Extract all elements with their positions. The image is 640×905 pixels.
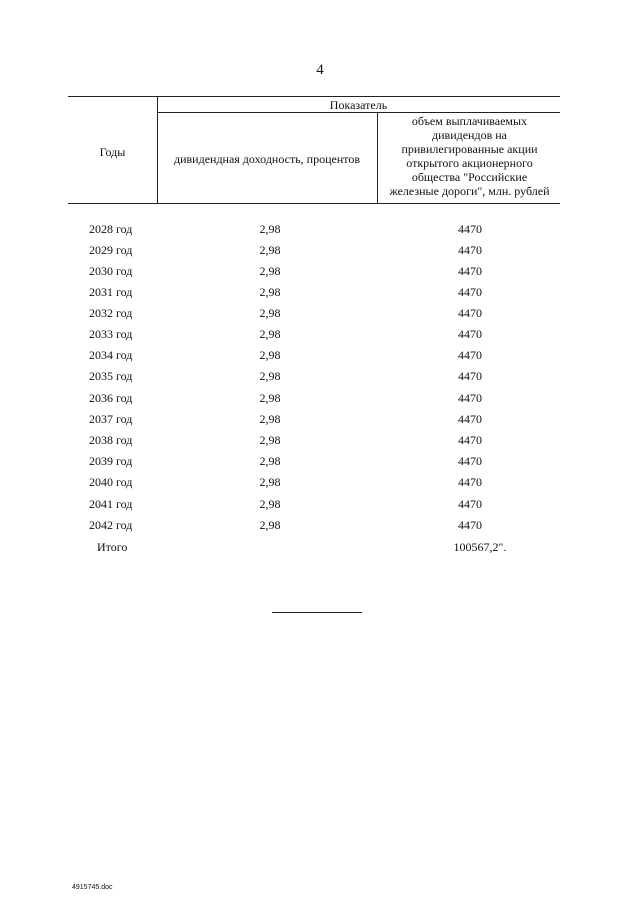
volume-cell: 4470 xyxy=(458,518,482,532)
table-row xyxy=(0,264,640,285)
year-cell: 2030 год xyxy=(89,264,133,278)
yield-cell: 2,98 xyxy=(259,222,281,236)
header-volume-line: общества "Российские xyxy=(411,170,528,184)
volume-cell: 4470 xyxy=(458,243,482,257)
yield-cell: 2,98 xyxy=(259,264,281,278)
volume-cell: 4470 xyxy=(458,222,482,236)
table-row xyxy=(0,475,640,496)
total-volume-cell: 100567,2". xyxy=(453,540,507,554)
yield-cell: 2,98 xyxy=(259,391,281,405)
volume-cell: 4470 xyxy=(458,348,482,362)
table-row xyxy=(0,369,640,390)
table-row xyxy=(0,518,640,539)
table-row xyxy=(0,306,640,327)
year-cell: 2039 год xyxy=(89,454,133,468)
year-cell: 2035 год xyxy=(89,369,133,383)
header-volume-line: открытого акционерного xyxy=(406,156,533,170)
year-cell: 2032 год xyxy=(89,306,133,320)
header-volume-line: железные дороги", млн. рублей xyxy=(389,184,550,198)
year-cell: 2040 год xyxy=(89,475,133,489)
yield-cell: 2,98 xyxy=(259,306,281,320)
table-row xyxy=(0,222,640,243)
header-dividend-volume xyxy=(377,114,562,198)
header-volume-line: привилегированные акции xyxy=(401,142,538,156)
table-row xyxy=(0,433,640,454)
year-cell: 2033 год xyxy=(89,327,133,341)
header-volume-line: дивидендов на xyxy=(432,128,507,142)
year-cell: 2028 год xyxy=(89,222,133,236)
table-row xyxy=(0,497,640,518)
year-cell: 2038 год xyxy=(89,433,133,447)
yield-cell: 2,98 xyxy=(259,518,281,532)
table-row xyxy=(0,348,640,369)
table-row xyxy=(0,243,640,264)
header-bottom-rule xyxy=(68,203,560,204)
yield-cell: 2,98 xyxy=(259,369,281,383)
year-cell: 2037 год xyxy=(89,412,133,426)
year-cell: 2042 год xyxy=(89,518,133,532)
years-column-divider xyxy=(157,96,158,204)
table-top-rule xyxy=(68,96,560,97)
year-cell: 2031 год xyxy=(89,285,133,299)
table-total-row xyxy=(0,540,640,561)
volume-cell: 4470 xyxy=(458,391,482,405)
closing-rule xyxy=(272,612,362,613)
header-years: Годы xyxy=(99,145,126,159)
yield-cell: 2,98 xyxy=(259,348,281,362)
volume-cell: 4470 xyxy=(458,412,482,426)
volume-cell: 4470 xyxy=(458,475,482,489)
table-row xyxy=(0,412,640,433)
total-label: Итого xyxy=(97,540,128,554)
yield-cell: 2,98 xyxy=(259,475,281,489)
indicator-rule xyxy=(157,112,560,113)
volume-cell: 4470 xyxy=(458,327,482,341)
header-dividend-yield: дивидендная доходность, процентов xyxy=(173,152,361,166)
page-number: 4 xyxy=(316,62,324,78)
volume-cell: 4470 xyxy=(458,306,482,320)
yield-cell: 2,98 xyxy=(259,433,281,447)
document-id: 4915745.doc xyxy=(72,884,113,891)
yield-cell: 2,98 xyxy=(259,454,281,468)
volume-cell: 4470 xyxy=(458,264,482,278)
year-cell: 2041 год xyxy=(89,497,133,511)
volume-cell: 4470 xyxy=(458,369,482,383)
yield-cell: 2,98 xyxy=(259,243,281,257)
volume-cell: 4470 xyxy=(458,497,482,511)
volume-cell: 4470 xyxy=(458,285,482,299)
yield-cell: 2,98 xyxy=(259,327,281,341)
year-cell: 2034 год xyxy=(89,348,133,362)
table-row xyxy=(0,391,640,412)
yield-cell: 2,98 xyxy=(259,497,281,511)
table-row xyxy=(0,327,640,348)
table-row xyxy=(0,454,640,475)
table-row xyxy=(0,285,640,306)
header-indicator: Показатель xyxy=(329,98,388,112)
volume-cell: 4470 xyxy=(458,433,482,447)
yield-cell: 2,98 xyxy=(259,285,281,299)
year-cell: 2029 год xyxy=(89,243,133,257)
volume-cell: 4470 xyxy=(458,454,482,468)
year-cell: 2036 год xyxy=(89,391,133,405)
yield-cell: 2,98 xyxy=(259,412,281,426)
header-volume-line: объем выплачиваемых xyxy=(411,114,528,128)
